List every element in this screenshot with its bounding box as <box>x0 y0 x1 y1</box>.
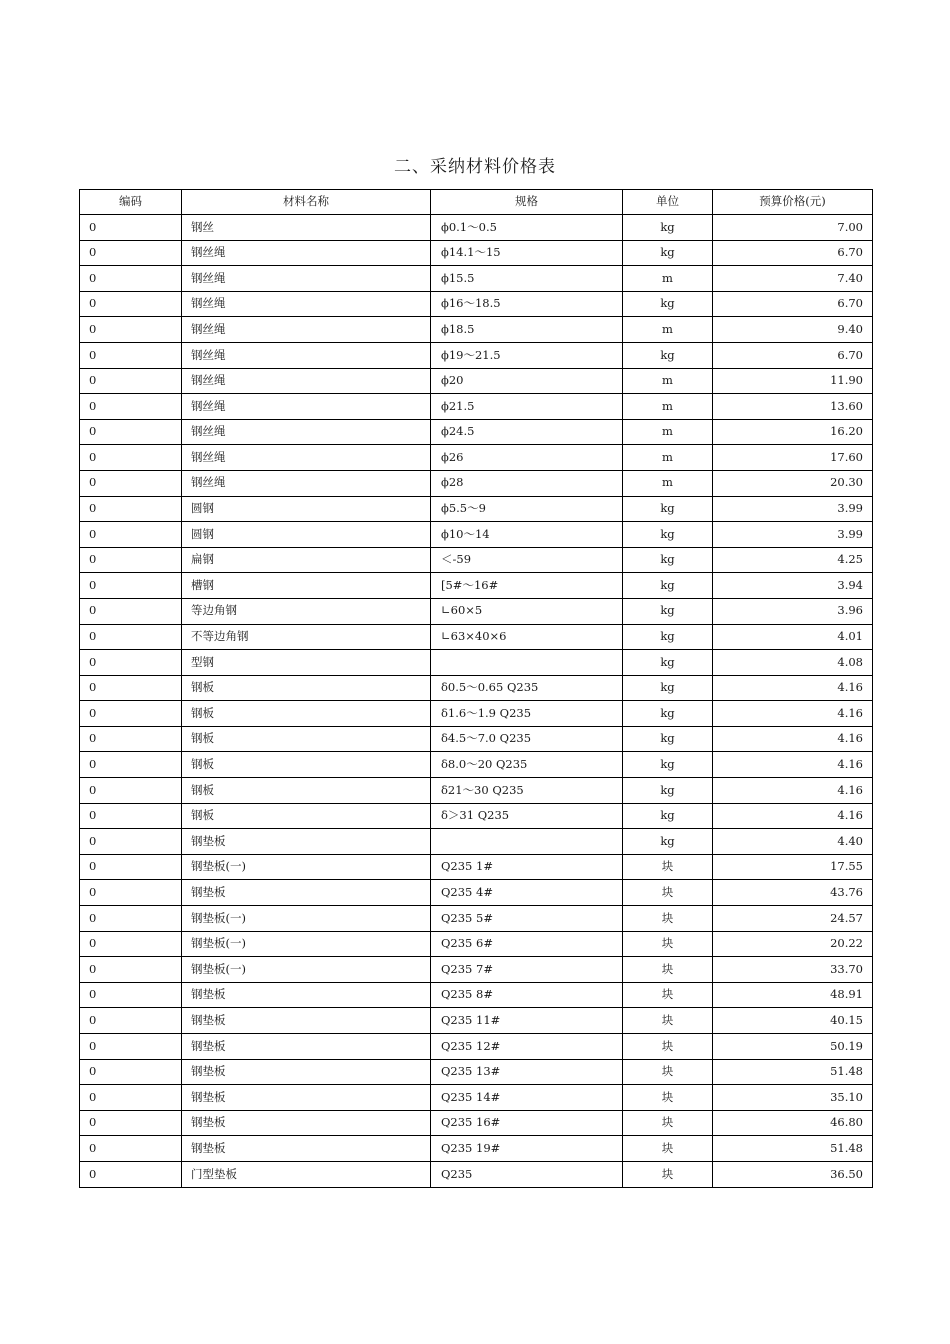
cell-spec: Q235 7# <box>431 957 623 983</box>
table-row <box>80 957 873 983</box>
table-row <box>80 701 873 727</box>
cell-price: 3.99 <box>713 496 873 522</box>
cell-unit: kg <box>623 240 713 266</box>
material-price-table <box>79 189 873 1188</box>
cell-spec: Q235 11# <box>431 1008 623 1034</box>
cell-unit: kg <box>623 778 713 804</box>
cell-price: 4.16 <box>713 803 873 829</box>
cell-spec: δ＞31 Q235 <box>431 803 623 829</box>
cell-unit: 块 <box>623 880 713 906</box>
cell-price: 4.25 <box>713 547 873 573</box>
cell-unit: 块 <box>623 1085 713 1111</box>
table-row <box>80 752 873 778</box>
table-row <box>80 1085 873 1111</box>
cell-code: 0 <box>80 445 182 471</box>
cell-material-name: 钢丝绳 <box>182 342 431 368</box>
cell-unit: kg <box>623 752 713 778</box>
cell-price: 3.96 <box>713 598 873 624</box>
cell-code: 0 <box>80 573 182 599</box>
cell-price: 33.70 <box>713 957 873 983</box>
cell-material-name: 门型垫板 <box>182 1161 431 1187</box>
cell-price: 48.91 <box>713 982 873 1008</box>
cell-spec: [5#～16# <box>431 573 623 599</box>
header-code: 编码 <box>80 190 182 215</box>
cell-code: 0 <box>80 240 182 266</box>
cell-price: 7.00 <box>713 215 873 241</box>
cell-material-name: 钢板 <box>182 701 431 727</box>
cell-spec: ϕ28 <box>431 470 623 496</box>
cell-material-name: 钢垫板 <box>182 1136 431 1162</box>
cell-material-name: 圆钢 <box>182 496 431 522</box>
cell-code: 0 <box>80 957 182 983</box>
cell-spec: ϕ14.1～15 <box>431 240 623 266</box>
cell-spec: ∟63×40×6 <box>431 624 623 650</box>
cell-price: 13.60 <box>713 394 873 420</box>
cell-code: 0 <box>80 470 182 496</box>
cell-code: 0 <box>80 675 182 701</box>
cell-price: 50.19 <box>713 1034 873 1060</box>
cell-spec: ＜-59 <box>431 547 623 573</box>
cell-spec: ∟60×5 <box>431 598 623 624</box>
cell-material-name: 钢丝绳 <box>182 266 431 292</box>
table-row <box>80 573 873 599</box>
cell-price: 4.16 <box>713 701 873 727</box>
cell-unit: kg <box>623 522 713 548</box>
cell-price: 6.70 <box>713 240 873 266</box>
table-row <box>80 598 873 624</box>
cell-code: 0 <box>80 1008 182 1034</box>
table-row <box>80 829 873 855</box>
cell-unit: kg <box>623 573 713 599</box>
table-row <box>80 803 873 829</box>
cell-price: 35.10 <box>713 1085 873 1111</box>
table-row <box>80 675 873 701</box>
cell-material-name: 钢垫板 <box>182 880 431 906</box>
cell-price: 4.08 <box>713 650 873 676</box>
header-spec: 规格 <box>431 190 623 215</box>
cell-material-name: 钢丝绳 <box>182 419 431 445</box>
table-row <box>80 522 873 548</box>
cell-price: 4.16 <box>713 752 873 778</box>
cell-material-name: 钢丝绳 <box>182 470 431 496</box>
cell-code: 0 <box>80 1161 182 1187</box>
table-body <box>80 215 873 1188</box>
cell-unit: 块 <box>623 1110 713 1136</box>
cell-unit: kg <box>623 829 713 855</box>
cell-price: 24.57 <box>713 906 873 932</box>
cell-spec: ϕ0.1～0.5 <box>431 215 623 241</box>
cell-price: 7.40 <box>713 266 873 292</box>
cell-code: 0 <box>80 522 182 548</box>
cell-price: 17.60 <box>713 445 873 471</box>
cell-unit: 块 <box>623 1161 713 1187</box>
cell-unit: kg <box>623 624 713 650</box>
cell-code: 0 <box>80 854 182 880</box>
cell-material-name: 钢垫板(一) <box>182 906 431 932</box>
cell-spec: ϕ24.5 <box>431 419 623 445</box>
cell-unit: kg <box>623 547 713 573</box>
cell-spec: δ21～30 Q235 <box>431 778 623 804</box>
cell-material-name: 钢丝绳 <box>182 317 431 343</box>
cell-unit: 块 <box>623 906 713 932</box>
table-header-row <box>80 190 873 215</box>
table-row <box>80 778 873 804</box>
cell-material-name: 钢垫板 <box>182 829 431 855</box>
table-row <box>80 1161 873 1187</box>
cell-unit: kg <box>623 701 713 727</box>
cell-unit: m <box>623 394 713 420</box>
cell-spec: Q235 1# <box>431 854 623 880</box>
cell-material-name: 钢垫板 <box>182 982 431 1008</box>
table-row <box>80 624 873 650</box>
cell-price: 11.90 <box>713 368 873 394</box>
table-row <box>80 547 873 573</box>
cell-code: 0 <box>80 419 182 445</box>
cell-spec: ϕ15.5 <box>431 266 623 292</box>
table-row <box>80 317 873 343</box>
cell-code: 0 <box>80 291 182 317</box>
cell-material-name: 型钢 <box>182 650 431 676</box>
cell-spec: Q235 12# <box>431 1034 623 1060</box>
cell-material-name: 钢丝 <box>182 215 431 241</box>
cell-spec: Q235 4# <box>431 880 623 906</box>
cell-code: 0 <box>80 803 182 829</box>
cell-price: 16.20 <box>713 419 873 445</box>
cell-code: 0 <box>80 726 182 752</box>
cell-unit: 块 <box>623 1136 713 1162</box>
table-row <box>80 726 873 752</box>
cell-code: 0 <box>80 1085 182 1111</box>
cell-unit: kg <box>623 803 713 829</box>
cell-code: 0 <box>80 906 182 932</box>
cell-unit: 块 <box>623 1008 713 1034</box>
cell-code: 0 <box>80 215 182 241</box>
cell-price: 20.22 <box>713 931 873 957</box>
cell-spec <box>431 650 623 676</box>
table-row <box>80 1059 873 1085</box>
cell-spec: Q235 8# <box>431 982 623 1008</box>
cell-material-name: 钢丝绳 <box>182 394 431 420</box>
cell-price: 3.99 <box>713 522 873 548</box>
cell-spec: δ1.6～1.9 Q235 <box>431 701 623 727</box>
table-row <box>80 266 873 292</box>
cell-unit: 块 <box>623 854 713 880</box>
cell-price: 4.16 <box>713 675 873 701</box>
cell-spec: Q235 6# <box>431 931 623 957</box>
cell-unit: kg <box>623 675 713 701</box>
cell-material-name: 钢丝绳 <box>182 368 431 394</box>
cell-price: 4.01 <box>713 624 873 650</box>
cell-price: 9.40 <box>713 317 873 343</box>
cell-material-name: 等边角钢 <box>182 598 431 624</box>
table-row <box>80 470 873 496</box>
cell-material-name: 钢垫板 <box>182 1085 431 1111</box>
cell-code: 0 <box>80 752 182 778</box>
cell-code: 0 <box>80 394 182 420</box>
cell-price: 51.48 <box>713 1136 873 1162</box>
table-row <box>80 215 873 241</box>
page-title: 二、采纳材料价格表 <box>394 157 556 177</box>
cell-material-name: 钢丝绳 <box>182 240 431 266</box>
cell-material-name: 钢板 <box>182 803 431 829</box>
cell-unit: kg <box>623 215 713 241</box>
cell-material-name: 钢垫板 <box>182 1008 431 1034</box>
cell-material-name: 钢垫板 <box>182 1059 431 1085</box>
cell-price: 17.55 <box>713 854 873 880</box>
cell-spec <box>431 829 623 855</box>
cell-material-name: 钢垫板 <box>182 1110 431 1136</box>
table-row <box>80 342 873 368</box>
table-row <box>80 1110 873 1136</box>
cell-material-name: 圆钢 <box>182 522 431 548</box>
cell-price: 46.80 <box>713 1110 873 1136</box>
cell-unit: kg <box>623 342 713 368</box>
cell-spec: Q235 16# <box>431 1110 623 1136</box>
cell-price: 4.16 <box>713 726 873 752</box>
cell-price: 3.94 <box>713 573 873 599</box>
header-price: 预算价格(元) <box>713 190 873 215</box>
cell-spec: ϕ16～18.5 <box>431 291 623 317</box>
cell-code: 0 <box>80 1110 182 1136</box>
cell-material-name: 钢垫板(一) <box>182 957 431 983</box>
cell-spec: ϕ5.5～9 <box>431 496 623 522</box>
cell-price: 6.70 <box>713 342 873 368</box>
table-row <box>80 445 873 471</box>
cell-code: 0 <box>80 931 182 957</box>
table-row <box>80 394 873 420</box>
table-row <box>80 240 873 266</box>
cell-code: 0 <box>80 624 182 650</box>
cell-spec: Q235 19# <box>431 1136 623 1162</box>
cell-unit: 块 <box>623 957 713 983</box>
table-row <box>80 419 873 445</box>
cell-price: 43.76 <box>713 880 873 906</box>
cell-code: 0 <box>80 880 182 906</box>
cell-unit: m <box>623 368 713 394</box>
cell-material-name: 不等边角钢 <box>182 624 431 650</box>
table-row <box>80 880 873 906</box>
cell-price: 4.16 <box>713 778 873 804</box>
cell-price: 20.30 <box>713 470 873 496</box>
cell-material-name: 钢板 <box>182 726 431 752</box>
cell-material-name: 槽钢 <box>182 573 431 599</box>
cell-spec: δ4.5～7.0 Q235 <box>431 726 623 752</box>
cell-price: 36.50 <box>713 1161 873 1187</box>
cell-price: 40.15 <box>713 1008 873 1034</box>
cell-spec: δ0.5～0.65 Q235 <box>431 675 623 701</box>
cell-code: 0 <box>80 342 182 368</box>
cell-code: 0 <box>80 496 182 522</box>
cell-code: 0 <box>80 1136 182 1162</box>
cell-unit: m <box>623 445 713 471</box>
cell-spec: ϕ18.5 <box>431 317 623 343</box>
cell-price: 6.70 <box>713 291 873 317</box>
cell-code: 0 <box>80 266 182 292</box>
cell-unit: m <box>623 419 713 445</box>
cell-unit: kg <box>623 291 713 317</box>
cell-material-name: 钢丝绳 <box>182 445 431 471</box>
table-row <box>80 1034 873 1060</box>
table-row <box>80 1008 873 1034</box>
cell-spec: δ8.0～20 Q235 <box>431 752 623 778</box>
table-row <box>80 982 873 1008</box>
table-row <box>80 906 873 932</box>
cell-code: 0 <box>80 1034 182 1060</box>
cell-code: 0 <box>80 778 182 804</box>
header-unit: 单位 <box>623 190 713 215</box>
cell-code: 0 <box>80 650 182 676</box>
cell-material-name: 钢板 <box>182 675 431 701</box>
cell-code: 0 <box>80 829 182 855</box>
cell-material-name: 钢垫板(一) <box>182 931 431 957</box>
cell-unit: 块 <box>623 982 713 1008</box>
cell-spec: ϕ10～14 <box>431 522 623 548</box>
cell-material-name: 扁钢 <box>182 547 431 573</box>
table-row <box>80 650 873 676</box>
cell-unit: kg <box>623 726 713 752</box>
table-row <box>80 291 873 317</box>
cell-unit: 块 <box>623 1059 713 1085</box>
cell-spec: ϕ21.5 <box>431 394 623 420</box>
table-row <box>80 854 873 880</box>
table-row <box>80 1136 873 1162</box>
table-row <box>80 496 873 522</box>
cell-unit: m <box>623 266 713 292</box>
cell-code: 0 <box>80 701 182 727</box>
cell-material-name: 钢板 <box>182 752 431 778</box>
cell-spec: Q235 14# <box>431 1085 623 1111</box>
cell-unit: kg <box>623 496 713 522</box>
cell-material-name: 钢垫板(一) <box>182 854 431 880</box>
cell-material-name: 钢板 <box>182 778 431 804</box>
cell-unit: kg <box>623 598 713 624</box>
cell-spec: ϕ20 <box>431 368 623 394</box>
table-row <box>80 931 873 957</box>
cell-price: 51.48 <box>713 1059 873 1085</box>
cell-spec: Q235 <box>431 1161 623 1187</box>
cell-spec: ϕ19～21.5 <box>431 342 623 368</box>
cell-code: 0 <box>80 1059 182 1085</box>
cell-code: 0 <box>80 982 182 1008</box>
cell-spec: ϕ26 <box>431 445 623 471</box>
cell-unit: 块 <box>623 1034 713 1060</box>
cell-spec: Q235 5# <box>431 906 623 932</box>
cell-code: 0 <box>80 547 182 573</box>
table-row <box>80 368 873 394</box>
cell-code: 0 <box>80 598 182 624</box>
cell-material-name: 钢丝绳 <box>182 291 431 317</box>
cell-unit: m <box>623 317 713 343</box>
header-material-name: 材料名称 <box>182 190 431 215</box>
cell-code: 0 <box>80 368 182 394</box>
cell-code: 0 <box>80 317 182 343</box>
cell-spec: Q235 13# <box>431 1059 623 1085</box>
cell-unit: 块 <box>623 931 713 957</box>
cell-unit: m <box>623 470 713 496</box>
cell-unit: kg <box>623 650 713 676</box>
cell-price: 4.40 <box>713 829 873 855</box>
cell-material-name: 钢垫板 <box>182 1034 431 1060</box>
